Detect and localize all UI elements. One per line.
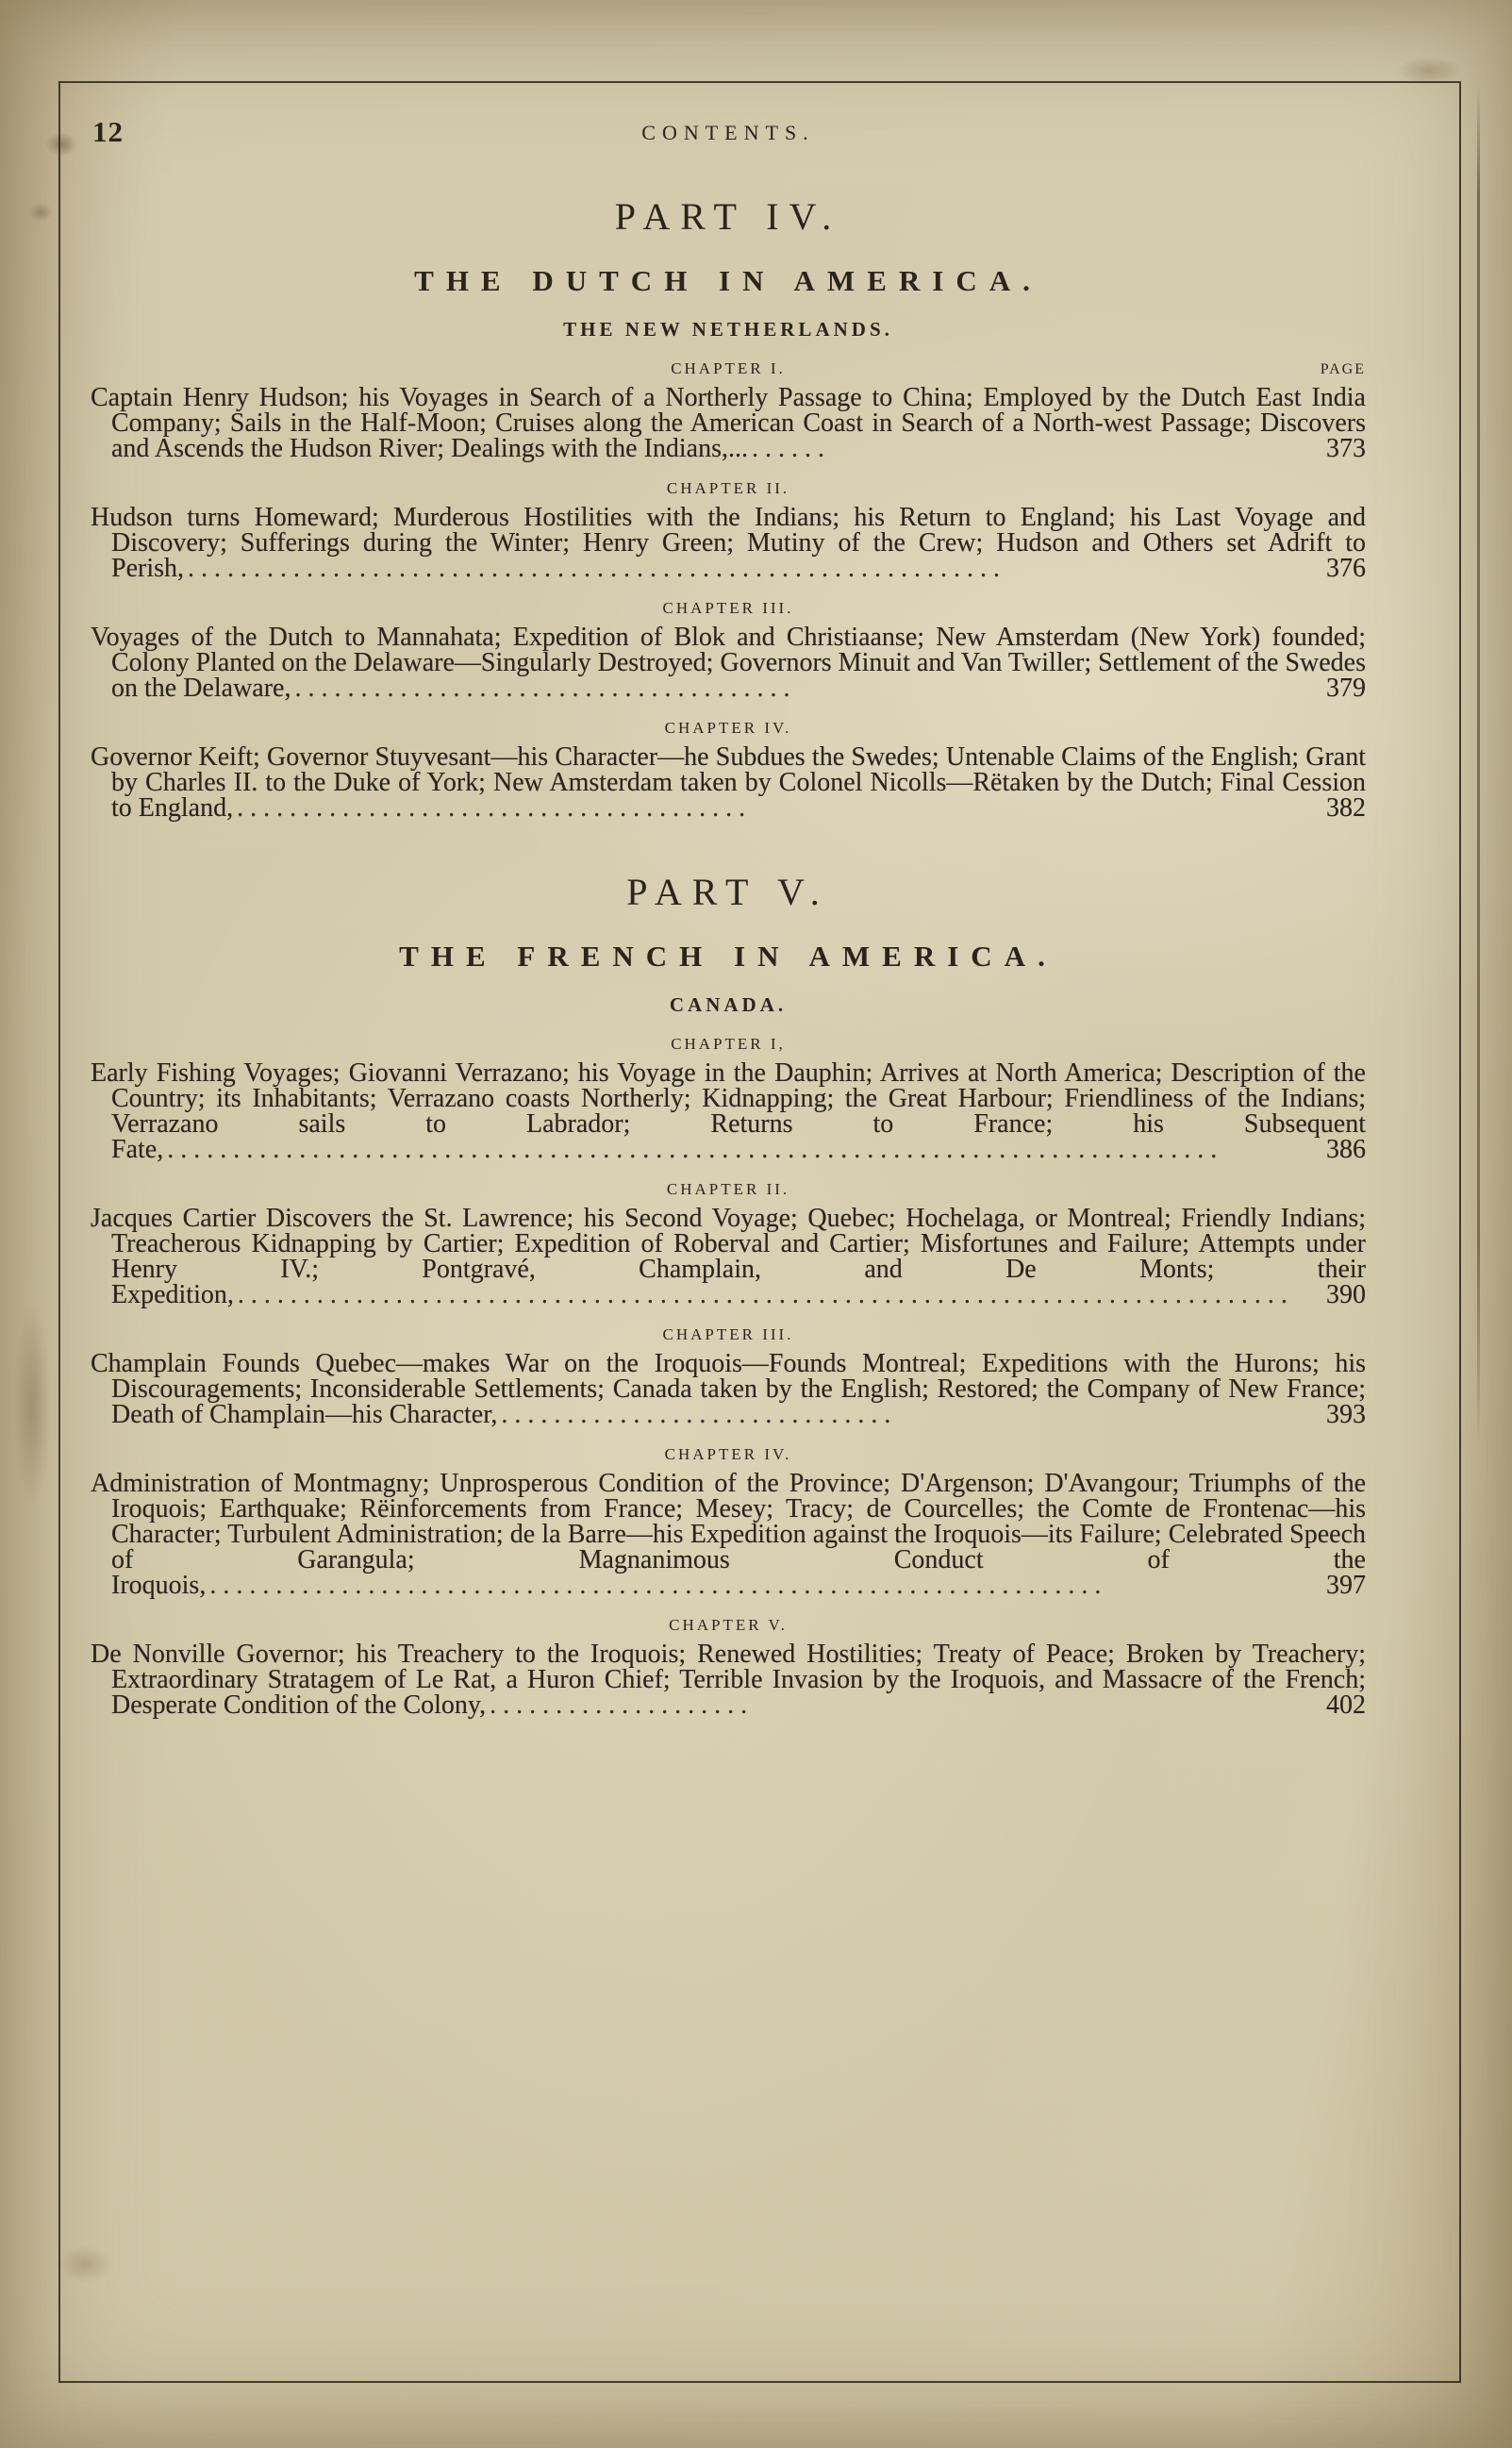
chapter-summary <box>91 1206 1366 1307</box>
chapter-page-ref: 376 <box>1326 554 1366 583</box>
chapter-entry <box>91 1616 1366 1718</box>
chapter-entry <box>91 1180 1366 1307</box>
chapter-heading <box>91 1616 1366 1635</box>
chapter-summary-text: Voyages of the Dutch to Mannahata; Expedition of Blok and Christiaanse; New Amsterdam (New York) founded; Colony Planted on the Delaware—Singularly Destroyed; Governors Minuit and Van Twiller; Settlement of the Swedes on the Delaware, <box>91 623 1366 703</box>
chapter-summary-text: Champlain Founds Quebec—makes War on the Iroquois—Founds Montreal; Expeditions with the Hurons; his Discouragements; Inconsiderable Settlements; Canada taken by the English; Restored; the Company of New France; Death of Champlain—his Character, <box>91 1349 1366 1429</box>
part-v <box>91 870 1366 1718</box>
chapter-summary <box>91 1060 1366 1162</box>
chapter-summary <box>91 1641 1366 1718</box>
chapter-summary-text: Jacques Cartier Discovers the St. Lawrence; his Second Voyage; Quebec; Hochelaga, or Montreal; Friendly Indians; Treacherous Kidnapping by Cartier; Expedition of Roberval and Cartier; Misfortunes and Failure; Attempts under Henry IV.; Pontgravé, Champlain, and De Monts; their Expedition, <box>91 1204 1366 1309</box>
chapter-summary <box>91 505 1366 581</box>
chapter-entry <box>91 599 1366 701</box>
chapter-heading-label: CHAPTER IV. <box>664 1445 792 1463</box>
chapter-heading <box>91 719 1366 738</box>
chapter-entry <box>91 1035 1366 1162</box>
dot-leader: ................................................................................ <box>237 1280 1294 1309</box>
part-title: PART V. <box>626 871 830 913</box>
chapter-page-ref: 397 <box>1326 1571 1366 1600</box>
chapter-heading <box>91 1035 1366 1054</box>
chapter-page-ref: 386 <box>1326 1135 1366 1164</box>
chapter-heading-label: CHAPTER III. <box>662 599 794 617</box>
chapter-entry <box>91 719 1366 821</box>
chapter-entry <box>91 1325 1366 1427</box>
chapter-heading-label: CHAPTER V. <box>669 1616 788 1634</box>
part-section-title: CANADA. <box>669 993 788 1016</box>
page-number: 12 <box>92 115 124 148</box>
chapter-heading <box>91 1180 1366 1199</box>
paper-stain <box>28 203 53 222</box>
dot-leader: ....................................... <box>237 793 753 823</box>
chapter-heading-label: CHAPTER III. <box>662 1325 794 1343</box>
contents-heading: CONTENTS. <box>641 121 815 144</box>
chapter-summary <box>91 1351 1366 1427</box>
chapter-summary-text: Governor Keift; Governor Stuyvesant—his Character—he Subdues the Swedes; Untenable Claims of the English; Grant by Charles II. to the Duke of York; New Amsterdam taken by Colonel Nicolls—Rëtaken by the Dutch; Final Cession to England, <box>91 742 1366 823</box>
chapter-summary-text: Administration of Montmagny; Unprosperous Condition of the Province; D'Argenson; D'Avangour; Triumphs of the Iroquois; Earthquake; Rëinforcements from France; Mesey; Tracy; de Courcelles; the Comte de Frontenac—his Character; Turbulent Administration; de la Barre—his Expedition against the Iroquois—its Failure; Celebrated Speech of Garangula; Magnanimous Conduct of the Iroquois, <box>91 1469 1366 1600</box>
chapter-heading <box>91 479 1366 498</box>
part-subtitle: THE FRENCH IN AMERICA. <box>399 940 1057 973</box>
chapter-page-ref: 393 <box>1326 1400 1366 1429</box>
chapter-entry <box>91 479 1366 581</box>
dot-leader: ...... <box>752 434 832 463</box>
chapter-page-ref: 373 <box>1326 434 1366 463</box>
chapter-summary-text: De Nonville Governor; his Treachery to the Iroquois; Renewed Hostilities; Treaty of Peace; Broken by Treachery; Extraordinary Stratagem of Le Rat, a Huron Chief; Terrible Invasion by the Iroquois, and Massacre of the French; Desperate Condition of the Colony, <box>91 1640 1366 1720</box>
chapter-heading <box>91 1445 1366 1464</box>
chapter-page-ref: 402 <box>1326 1690 1366 1720</box>
page-edge-shadow <box>1477 87 1480 1445</box>
part-title: PART IV. <box>614 195 842 238</box>
chapter-heading <box>91 1325 1366 1344</box>
chapter-page-ref: 390 <box>1326 1280 1366 1309</box>
chapter-entry <box>91 359 1366 461</box>
dot-leader: .................... <box>490 1690 755 1720</box>
chapter-summary <box>91 744 1366 821</box>
page-content <box>91 115 1366 1720</box>
chapter-summary <box>91 1471 1366 1598</box>
part-iv <box>91 194 1366 821</box>
chapter-entry <box>91 1445 1366 1598</box>
dot-leader: .............................................................. <box>188 554 1006 583</box>
chapter-summary <box>91 385 1366 461</box>
dot-leader: ................................................................................ <box>167 1135 1224 1164</box>
dot-leader: .................................................................... <box>209 1571 1108 1600</box>
chapter-heading-label: CHAPTER I, <box>671 1035 786 1053</box>
chapter-heading <box>91 359 1366 378</box>
dot-leader: ...................................... <box>294 674 797 703</box>
chapter-summary-text: Captain Henry Hudson; his Voyages in Search of a Northerly Passage to China; Employed by the Dutch East India Company; Sails in the Half-Moon; Cruises along the American Coast in Search of a North-west Passage; Discovers and Ascends the Hudson River; Dealings with the Indians,... <box>91 383 1366 463</box>
chapter-summary <box>91 624 1366 701</box>
chapter-summary-text: Hudson turns Homeward; Murderous Hostilities with the Indians; his Return to England; his Last Voyage and Discovery; Sufferings during the Winter; Henry Green; Mutiny of the Crew; Hudson and Others set Adrift to Perish, <box>91 503 1366 583</box>
chapter-heading-label: CHAPTER II. <box>666 479 790 497</box>
chapter-page-ref: 379 <box>1326 674 1366 703</box>
page-column-label: PAGE <box>1320 361 1366 377</box>
chapter-heading-label: CHAPTER I. <box>671 359 786 377</box>
chapter-heading-label: CHAPTER IV. <box>664 719 792 737</box>
chapter-page-ref: 382 <box>1326 793 1366 823</box>
part-subtitle: THE DUTCH IN AMERICA. <box>414 264 1042 297</box>
page-header <box>91 115 1366 155</box>
chapter-summary-text: Early Fishing Voyages; Giovanni Verrazano; his Voyage in the Dauphin; Arrives at North America; Description of the Country; its Inhabitants; Verrazano coasts Northerly; Kidnapping; the Great Harbour; Friendliness of the Indians; Verrazano sails to Labrador; Returns to France; his Subsequent Fate, <box>91 1058 1366 1164</box>
part-section-title: THE NEW NETHERLANDS. <box>563 318 893 341</box>
dot-leader: .............................. <box>501 1400 898 1429</box>
chapter-heading <box>91 599 1366 618</box>
paper-stain <box>13 1302 51 1509</box>
chapter-heading-label: CHAPTER II. <box>666 1180 790 1198</box>
